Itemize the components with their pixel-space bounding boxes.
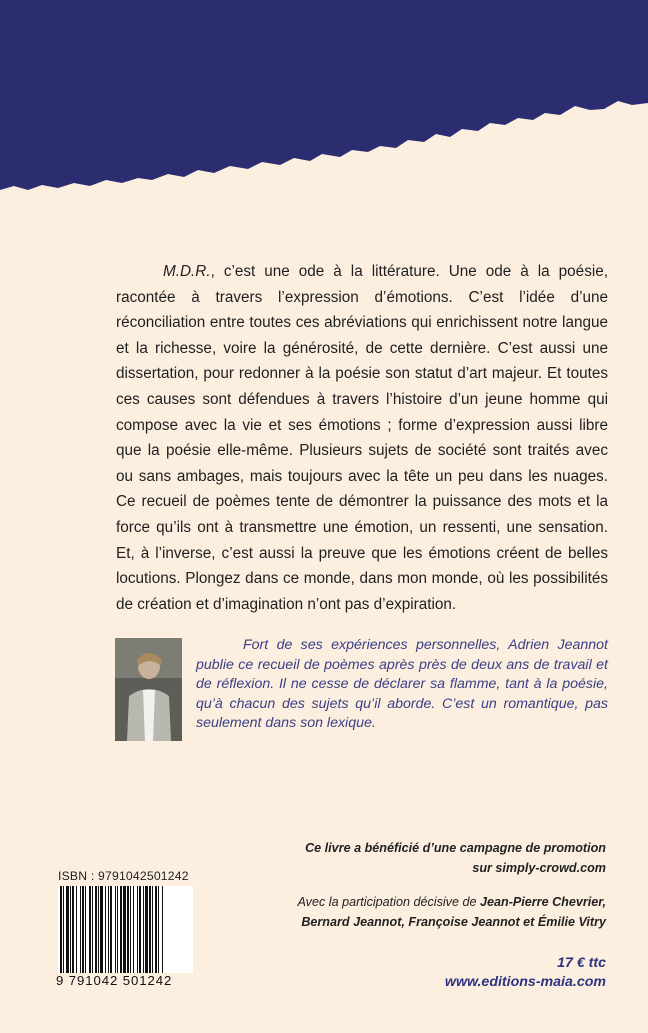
- isbn-label: ISBN : 9791042501242: [58, 869, 189, 883]
- price: 17 € ttc: [557, 955, 606, 971]
- barcode-bar: [76, 886, 77, 973]
- barcode-bar: [120, 886, 122, 973]
- barcode-bar: [158, 886, 159, 973]
- barcode-bar: [70, 886, 71, 973]
- barcode-bar: [72, 886, 74, 973]
- barcode-bar: [133, 886, 134, 973]
- barcode-bar: [149, 886, 151, 973]
- participation-line-1: [146, 892, 606, 912]
- barcode-bar: [92, 886, 93, 973]
- barcode-bar: [108, 886, 109, 973]
- synopsis-text: , c’est une ode à la littérature. Une ode à la poésie, racontée à travers l’expression d’émotions. C’est l’idée d’une réconciliation entre toutes ces abréviations qui enrichissent notre langue et la richesse, voire la générosité, de cette dernière. C’est aussi une dissertation, pour redonner à la poésie son statut d’art majeur. Et toutes ces causes sont défendues à travers l’histoire d’un jeune homme qui compose avec la vie et ses émotions ; forme d’expression aussi libre que la poésie elle-même. Plusieurs sujets de société sont traités avec ou sans ambages, mais toujours avec la tête un peu dans les nuages. Ce recueil de poèmes tente de démontrer la puissance des mots et la force qu’ils ont à transmettre une émotion, un ressenti, une sensation. Et, à l’inverse, c’est aussi la preuve que les émotions créent de belles locutions. Plongez dans ce monde, dans mon monde, où les possibilités de création et d’imagination n’ont pas d’expiration.: [116, 263, 608, 613]
- barcode-bar: [89, 886, 91, 973]
- publisher-website: www.editions-maia.com: [444, 974, 606, 990]
- author-bio-text: Fort de ses expériences personnelles, Adrien Jeannot publie ce recueil de poèmes après près de deux ans de travail et de réflexion. Il ne cesse de déclarer sa flamme, tant à la poésie, qu’à chacun des sujets qu’il aborde. C’est un romantique, pas seulement dans son lexique.: [196, 637, 608, 732]
- barcode-bar: [60, 886, 62, 973]
- barcode-bar: [100, 886, 103, 973]
- barcode-bar: [82, 886, 84, 973]
- barcode-bar: [162, 886, 163, 973]
- barcode-bar: [110, 886, 112, 973]
- barcode-bar: [130, 886, 131, 973]
- barcode-bar: [137, 886, 138, 973]
- barcode-bar: [127, 886, 129, 973]
- header-band: [0, 0, 648, 200]
- barcode-bar: [143, 886, 144, 973]
- barcode-bar: [145, 886, 148, 973]
- participation-names-1: Jean-Pierre Chevrier,: [479, 895, 606, 909]
- participation-prefix: Avec la participation décisive de: [297, 895, 480, 909]
- barcode-bar: [117, 886, 118, 973]
- barcode-bar: [80, 886, 81, 973]
- barcode-icon: [58, 886, 193, 973]
- barcode-bar: [85, 886, 86, 973]
- header-torn-edge: [0, 0, 648, 190]
- barcode-bar: [123, 886, 126, 973]
- barcode-bar: [63, 886, 64, 973]
- author-biography: [196, 636, 608, 734]
- barcode-bar: [66, 886, 69, 973]
- book-synopsis: [116, 259, 608, 617]
- synopsis-title: M.D.R.: [163, 263, 211, 280]
- promo-line-2: sur simply-crowd.com: [472, 861, 606, 875]
- participation-names-2: Bernard Jeannot, Françoise Jeannot et Émilie Vitry: [301, 915, 606, 929]
- author-portrait-icon: [115, 638, 182, 741]
- barcode-bar: [152, 886, 153, 973]
- promo-line-1: Ce livre a bénéficié d’une campagne de promotion: [305, 841, 606, 855]
- barcode-digits: 9 791042 501242: [56, 973, 173, 988]
- barcode-bar: [98, 886, 99, 973]
- barcode-bar: [115, 886, 116, 973]
- barcode-bar: [95, 886, 97, 973]
- barcode-bar: [105, 886, 106, 973]
- barcode-bar: [139, 886, 141, 973]
- barcode-bar: [155, 886, 157, 973]
- promotion-credits: [146, 838, 606, 932]
